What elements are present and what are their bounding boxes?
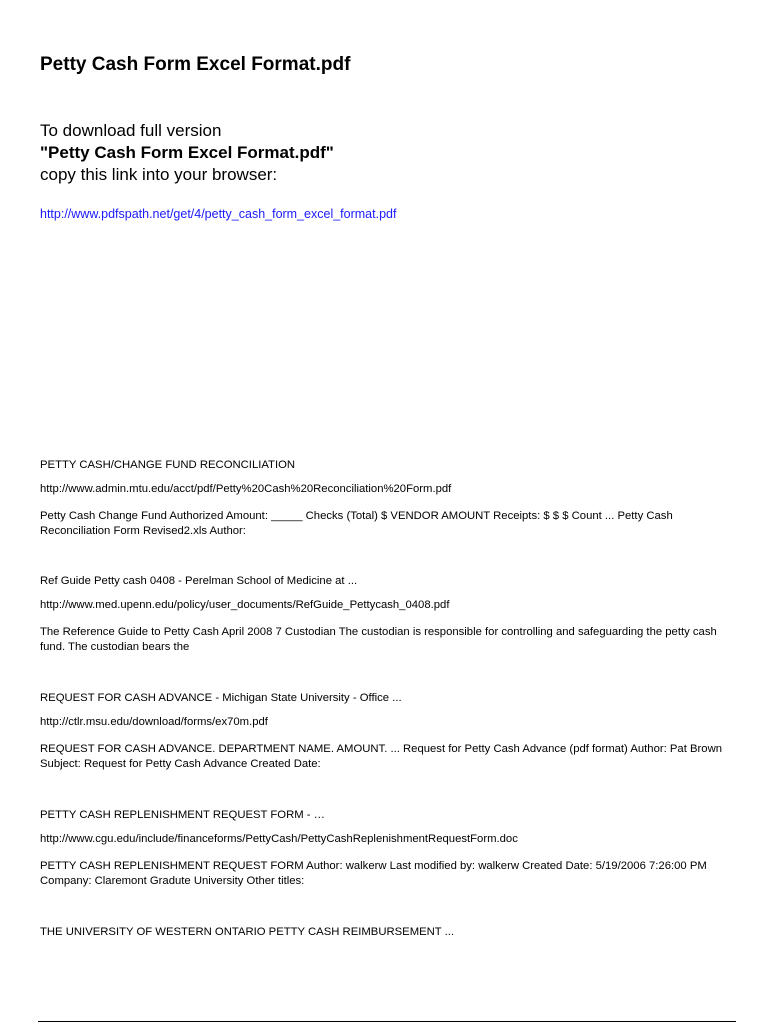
result-url[interactable]: http://www.med.upenn.edu/policy/user_documents/RefGuide_Pettycash_0408.pdf — [40, 599, 450, 611]
result-item — [40, 574, 740, 655]
result-title: PETTY CASH/CHANGE FUND RECONCILIATION — [40, 459, 296, 471]
result-title: THE UNIVERSITY OF WESTERN ONTARIO PETTY CASH REIMBURSEMENT ... — [40, 926, 455, 938]
result-item — [40, 925, 740, 940]
result-description: REQUEST FOR CASH ADVANCE. DEPARTMENT NAME. AMOUNT. ... Request for Petty Cash Advance (pdf format) Author: Pat Brown Subject: Request for Petty Cash Advance Created Date: — [40, 743, 723, 770]
result-url[interactable]: http://www.admin.mtu.edu/acct/pdf/Petty%20Cash%20Reconciliation%20Form.pdf — [40, 483, 452, 495]
result-description: Petty Cash Change Fund Authorized Amount: _____ Checks (Total) $ VENDOR AMOUNT Receipts: $ $ $ Count ... Petty Cash Reconciliation Form Revised2.xls Author: — [40, 510, 673, 537]
result-description: The Reference Guide to Petty Cash April 2008 7 Custodian The custodian is responsible for controlling and safeguarding the petty cash fund. The custodian bears the — [40, 626, 717, 653]
result-title: Ref Guide Petty cash 0408 - Perelman School of Medicine at ... — [40, 575, 358, 587]
download-line-3: copy this link into your browser: — [40, 165, 278, 184]
download-filename: "Petty Cash Form Excel Format.pdf" — [40, 143, 334, 162]
result-title: PETTY CASH REPLENISHMENT REQUEST FORM - … — [40, 809, 325, 821]
result-item — [40, 691, 740, 772]
download-instructions — [40, 120, 334, 186]
result-description: PETTY CASH REPLENISHMENT REQUEST FORM Author: walkerw Last modified by: walkerw Created Date: 5/19/2006 7:26:00 PM Company: Claremont Gradute University Other titles: — [40, 860, 707, 887]
result-url[interactable]: http://ctlr.msu.edu/download/forms/ex70m.pdf — [40, 716, 268, 728]
result-title: REQUEST FOR CASH ADVANCE - Michigan State University - Office ... — [40, 692, 402, 704]
document-title: Petty Cash Form Excel Format.pdf — [40, 54, 351, 75]
page-footer-rule — [38, 1021, 736, 1022]
result-item — [40, 808, 740, 889]
download-line-1: To download full version — [40, 121, 222, 140]
result-url[interactable]: http://www.cgu.edu/include/financeforms/PettyCash/PettyCashReplenishmentRequestForm.doc — [40, 833, 518, 845]
result-item — [40, 458, 740, 539]
download-link[interactable]: http://www.pdfspath.net/get/4/petty_cash_form_excel_format.pdf — [40, 207, 397, 221]
